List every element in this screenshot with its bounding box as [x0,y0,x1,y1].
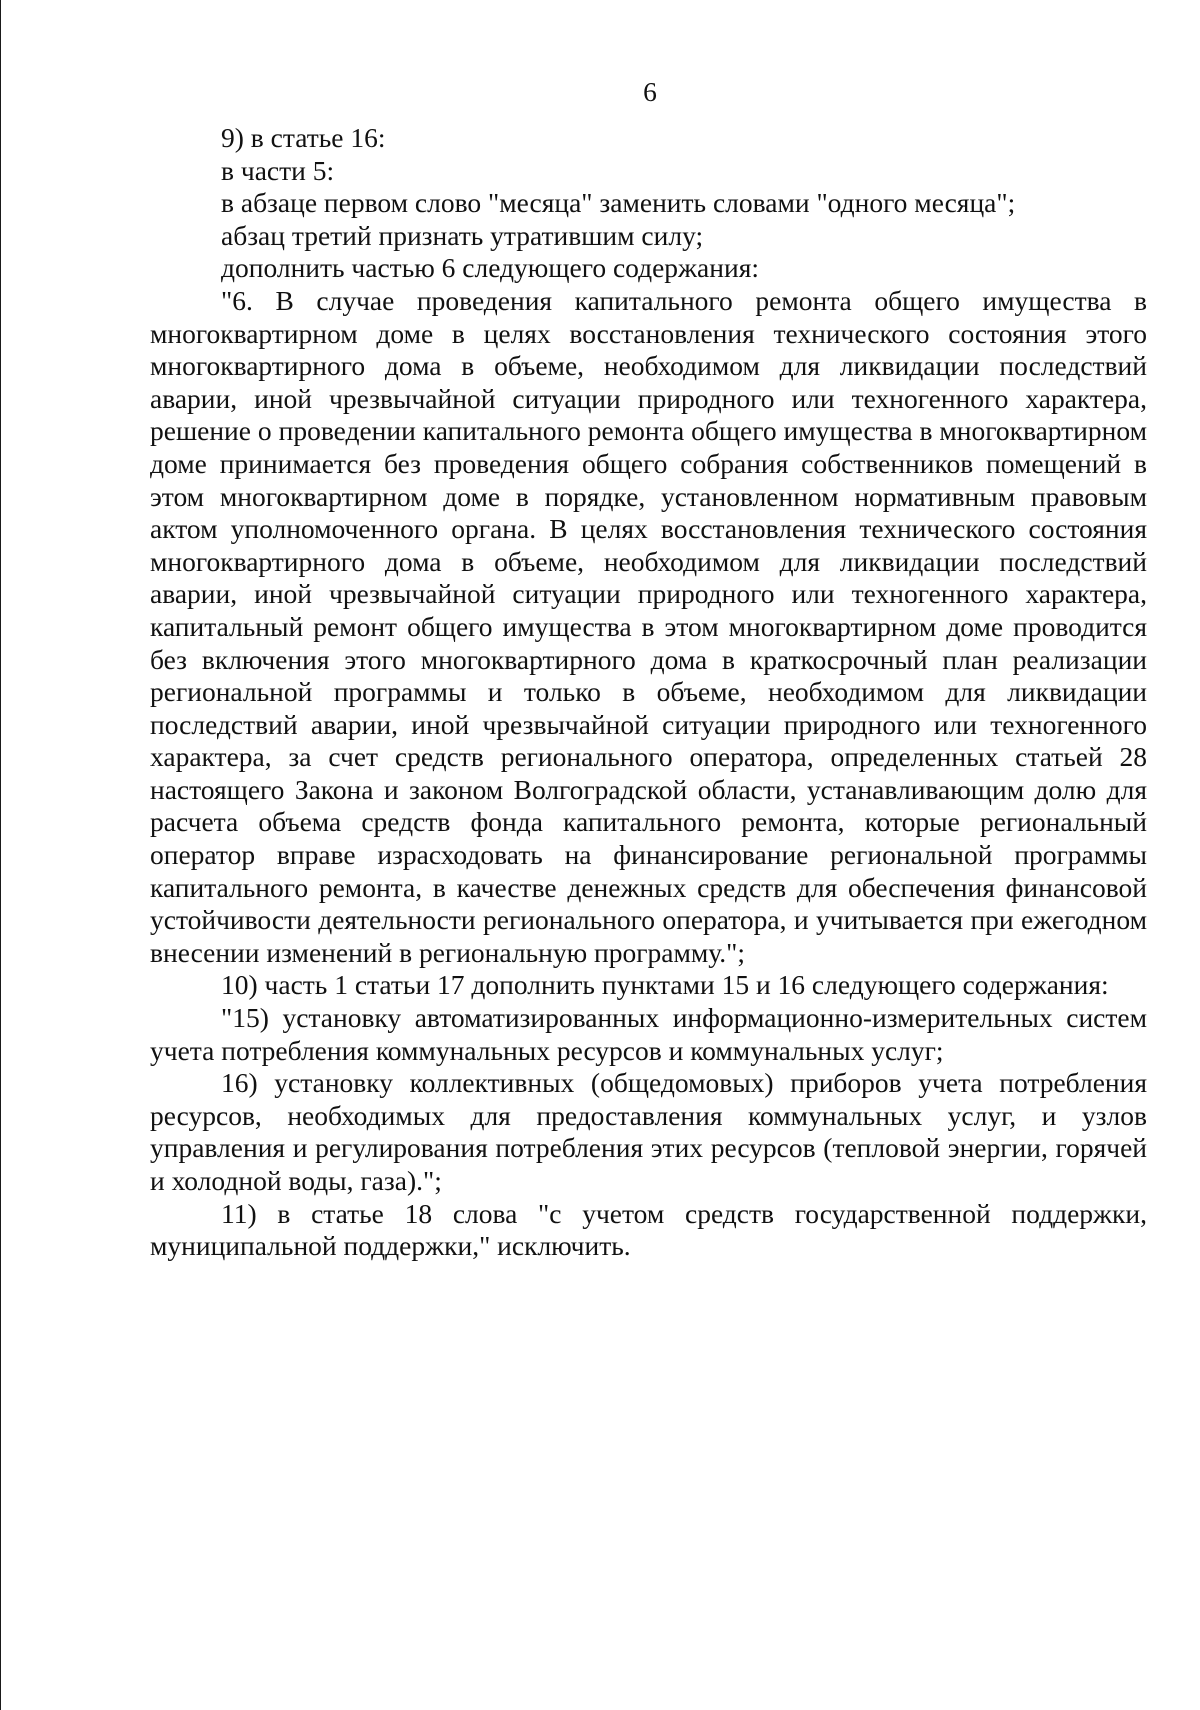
document-body [150,122,1147,1263]
paragraph-item-9: 9) в статье 16: [221,122,386,153]
paragraph-item-11: 11) в статье 18 слова "с учетом средств государственной поддержки, муниципальной поддержки," исключить. [150,1197,1147,1262]
paragraph-point-16: 16) установку коллективных (общедомовых) приборов учета потребления ресурсов, необходимых для предоставления коммунальных услуг, и узлов управления и регулирования потребления этих ресурсов (тепловой энергии, горячей и холодной воды, газа)."; [150,1067,1147,1196]
paragraph-item-10: 10) часть 1 статьи 17 дополнить пунктами 15 и 16 следующего содержания: [221,969,1109,1001]
paragraph-add-part-6: дополнить частью 6 следующего содержания: [221,252,759,284]
paragraph-first-abzac: в абзаце первом слово "месяца" заменить словами "одного месяца"; [221,187,1016,219]
paragraph-part-6-text: "6. В случае проведения капитального ремонта общего имущества в многоквартирном доме в целях восстановления технического состояния этого многоквартирного дома в объеме, необходимом для ликвидации последствий аварии, иной чрезвычайной ситуации природного или техногенного характера, решение о проведении капитального ремонта общего имущества в многоквартирном доме принимается без проведения общего собрания собственников помещений в этом многоквартирном доме в порядке, установленном нормативным правовым актом уполномоченного органа. В целях восстановления технического состояния многоквартирного дома в объеме, необходимом для ликвидации последствий аварии, иной чрезвычайной ситуации природного или техногенного характера, капитальный ремонт общего имущества в этом многоквартирном доме проводится без включения этого многоквартирного дома в краткосрочный план реализации региональной программы и только в объеме, необходимом для ликвидации последствий аварии, иной чрезвычайной ситуации природного или техногенного характера, за счет средств регионального оператора, определенных статьей 28 настоящего Закона и законом Волгоградской области, устанавливающим долю для расчета объема средств фонда капитального ремонта, которые региональный оператор вправе израсходовать на финансирование региональной программы капитального ремонта, в качестве денежных средств для обеспечения финансовой устойчивости деятельности регионального оператора, и учитывается при ежегодном внесении изменений в региональную программу."; [150,284,1147,968]
paragraph-third-abzac: абзац третий признать утратившим силу; [221,219,704,251]
paragraph-part-5: в части 5: [221,154,335,186]
scan-edge-line [0,0,1,1710]
paragraph-point-15: "15) установку автоматизированных информационно-измерительных систем учета потребления коммунальных ресурсов и коммунальных услуг; [150,1002,1147,1066]
page-number: 6 [643,76,657,107]
